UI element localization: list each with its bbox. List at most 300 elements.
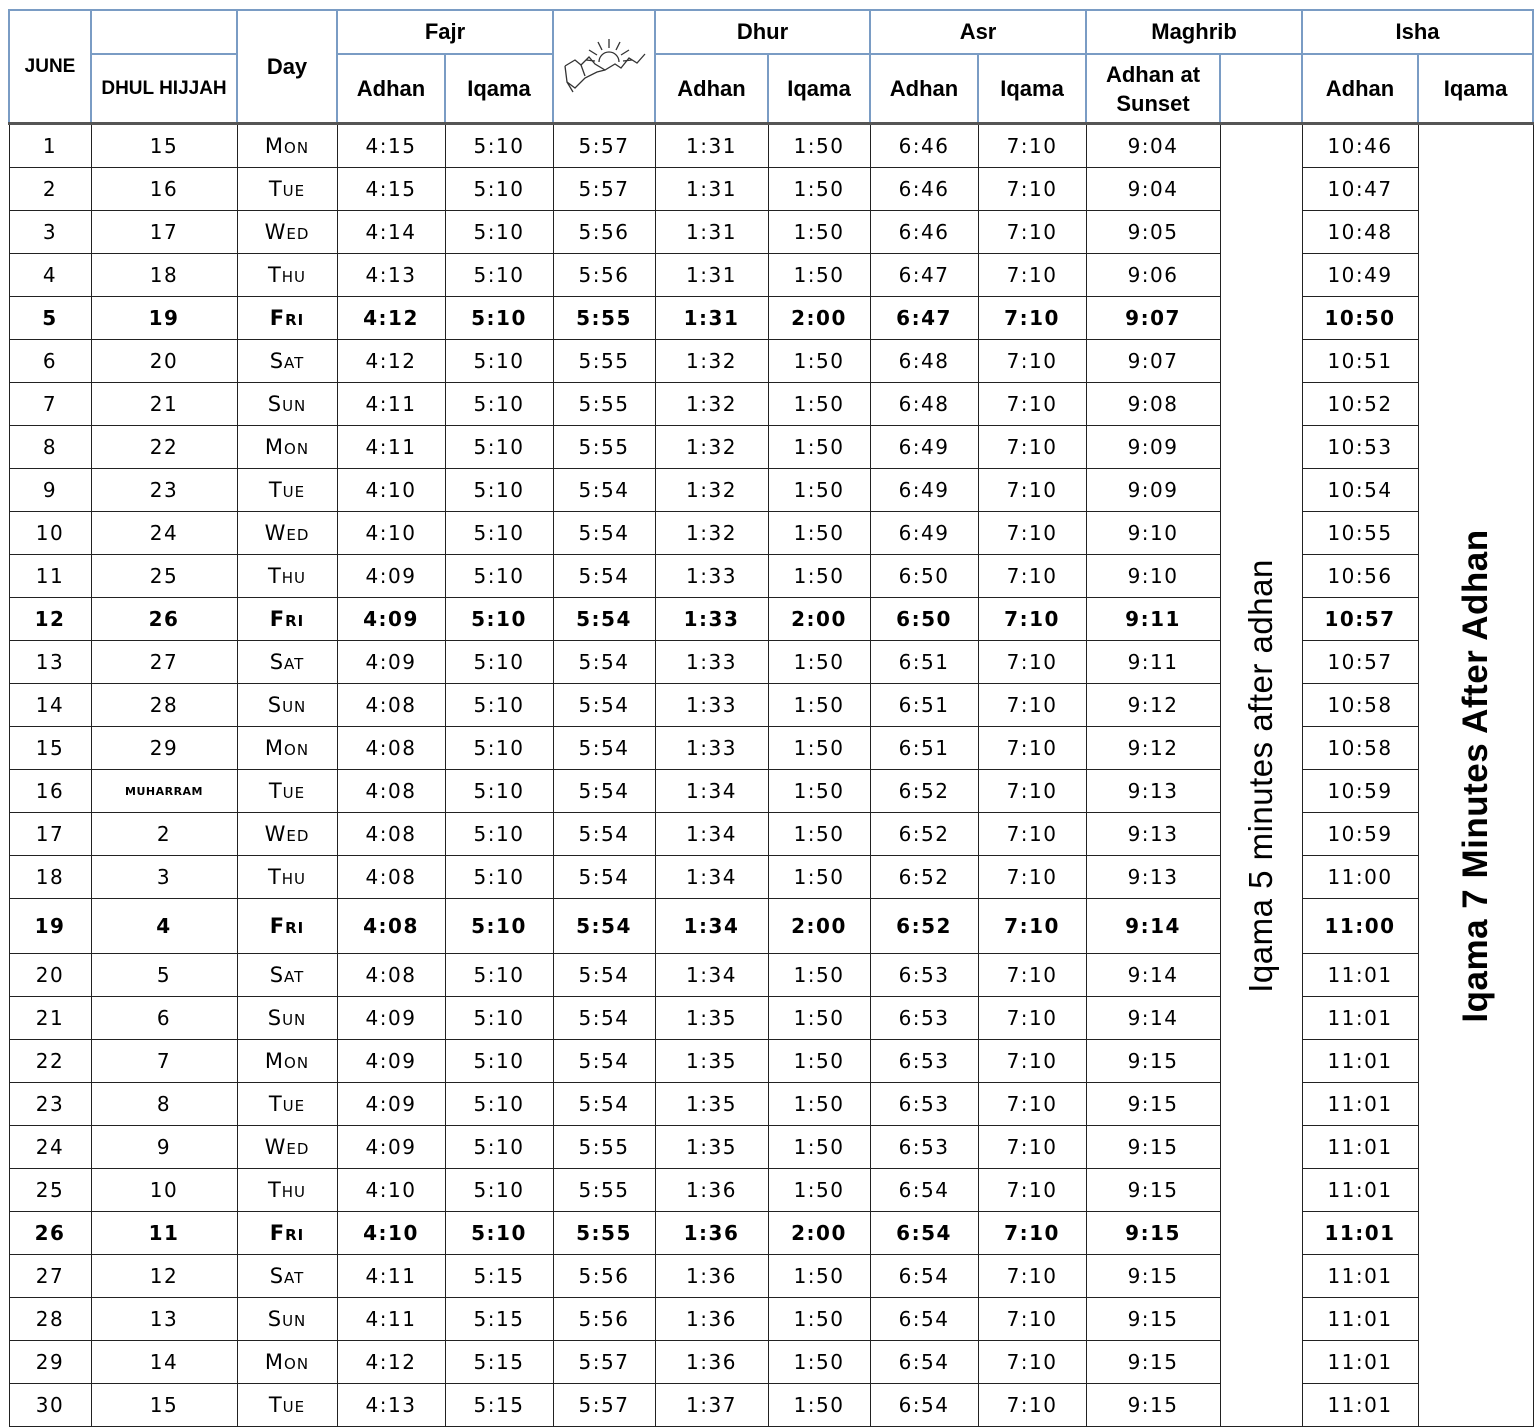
asr-adhan-cell: 6:52 <box>870 813 978 856</box>
june-cell: 26 <box>9 1212 91 1255</box>
day-cell: Thu <box>237 555 337 598</box>
june-cell: 4 <box>9 254 91 297</box>
day-cell: Thu <box>237 254 337 297</box>
fajr-adhan-cell: 4:10 <box>337 469 445 512</box>
maghrib-adhan-cell: 9:14 <box>1086 954 1220 997</box>
june-cell: 9 <box>9 469 91 512</box>
dhur-iqama-cell: 1:50 <box>768 254 870 297</box>
dhur-iqama-cell: 1:50 <box>768 426 870 469</box>
sunrise-cell: 5:54 <box>553 770 655 813</box>
dhur-adhan-cell: 1:35 <box>655 1083 768 1126</box>
asr-iqama-cell: 7:10 <box>978 1255 1086 1298</box>
dhur-iqama-cell: 1:50 <box>768 770 870 813</box>
fajr-iqama-cell: 5:10 <box>445 426 553 469</box>
table-row <box>9 426 1533 469</box>
table-row <box>9 1169 1533 1212</box>
maghrib-iqama-header <box>1220 54 1302 124</box>
june-cell: 1 <box>9 124 91 168</box>
asr-adhan-cell: 6:53 <box>870 1083 978 1126</box>
fajr-adhan-cell: 4:09 <box>337 641 445 684</box>
sunrise-cell: 5:54 <box>553 899 655 954</box>
asr-iqama-cell: 7:10 <box>978 997 1086 1040</box>
day-cell: Tue <box>237 770 337 813</box>
asr-adhan-cell: 6:46 <box>870 211 978 254</box>
dhur-iqama-cell: 1:50 <box>768 684 870 727</box>
fajr-adhan-cell: 4:11 <box>337 1255 445 1298</box>
dhur-adhan-cell: 1:31 <box>655 168 768 211</box>
fajr-adhan-cell: 4:08 <box>337 770 445 813</box>
fajr-iqama-cell: 5:10 <box>445 211 553 254</box>
fajr-adhan-cell: 4:09 <box>337 598 445 641</box>
hijri-cell: 3 <box>91 856 237 899</box>
asr-iqama-cell: 7:10 <box>978 426 1086 469</box>
isha-adhan-cell: 10:57 <box>1302 598 1418 641</box>
fajr-adhan-cell: 4:13 <box>337 254 445 297</box>
sunrise-cell: 5:56 <box>553 1255 655 1298</box>
day-cell: Tue <box>237 168 337 211</box>
prayer-timetable <box>8 9 1534 1427</box>
day-cell: Tue <box>237 1384 337 1427</box>
isha-adhan-cell: 10:59 <box>1302 770 1418 813</box>
june-cell: 12 <box>9 598 91 641</box>
dhur-iqama-cell: 1:50 <box>768 512 870 555</box>
fajr-iqama-cell: 5:10 <box>445 469 553 512</box>
maghrib-adhan-cell: 9:15 <box>1086 1040 1220 1083</box>
asr-adhan-cell: 6:54 <box>870 1255 978 1298</box>
fajr-adhan-cell: 4:14 <box>337 211 445 254</box>
fajr-iqama-cell: 5:10 <box>445 684 553 727</box>
asr-iqama-cell: 7:10 <box>978 469 1086 512</box>
sunrise-cell: 5:55 <box>553 340 655 383</box>
day-cell: Sun <box>237 1298 337 1341</box>
table-row <box>9 899 1533 954</box>
maghrib-adhan-cell: 9:13 <box>1086 770 1220 813</box>
day-cell: Thu <box>237 856 337 899</box>
hijri-cell: 9 <box>91 1126 237 1169</box>
asr-adhan-cell: 6:54 <box>870 1298 978 1341</box>
table-row <box>9 954 1533 997</box>
fajr-adhan-cell: 4:09 <box>337 1083 445 1126</box>
dhur-adhan-cell: 1:33 <box>655 684 768 727</box>
dhur-adhan-cell: 1:36 <box>655 1341 768 1384</box>
dhur-adhan-cell: 1:36 <box>655 1212 768 1255</box>
hijri-cell: 20 <box>91 340 237 383</box>
sunrise-cell: 5:54 <box>553 856 655 899</box>
dhur-adhan-cell: 1:32 <box>655 383 768 426</box>
isha-header: Isha <box>1302 10 1533 54</box>
dhur-adhan-cell: 1:35 <box>655 1040 768 1083</box>
fajr-adhan-cell: 4:11 <box>337 383 445 426</box>
dhur-iqama-cell: 1:50 <box>768 340 870 383</box>
dhur-adhan-cell: 1:33 <box>655 727 768 770</box>
isha-adhan-cell: 11:00 <box>1302 899 1418 954</box>
june-cell: 21 <box>9 997 91 1040</box>
maghrib-adhan-cell: 9:12 <box>1086 727 1220 770</box>
hijri-cell: 4 <box>91 899 237 954</box>
sunrise-cell: 5:56 <box>553 1298 655 1341</box>
maghrib-adhan-cell: 9:10 <box>1086 512 1220 555</box>
sunrise-cell: 5:56 <box>553 254 655 297</box>
table-row <box>9 1212 1533 1255</box>
fajr-iqama-cell: 5:10 <box>445 124 553 168</box>
fajr-iqama-cell: 5:10 <box>445 727 553 770</box>
fajr-iqama-cell: 5:10 <box>445 1083 553 1126</box>
isha-adhan-cell: 11:01 <box>1302 1040 1418 1083</box>
asr-iqama-cell: 7:10 <box>978 211 1086 254</box>
sunrise-cell: 5:55 <box>553 1169 655 1212</box>
table-row <box>9 1298 1533 1341</box>
asr-iqama-header: Iqama <box>978 54 1086 124</box>
fajr-iqama-cell: 5:10 <box>445 954 553 997</box>
table-row <box>9 469 1533 512</box>
june-cell: 25 <box>9 1169 91 1212</box>
asr-adhan-cell: 6:47 <box>870 254 978 297</box>
table-row <box>9 124 1533 168</box>
isha-adhan-cell: 10:57 <box>1302 641 1418 684</box>
fajr-iqama-cell: 5:10 <box>445 340 553 383</box>
asr-adhan-cell: 6:46 <box>870 124 978 168</box>
asr-adhan-cell: 6:49 <box>870 426 978 469</box>
asr-header: Asr <box>870 10 1086 54</box>
maghrib-adhan-cell: 9:15 <box>1086 1384 1220 1427</box>
hijri-cell: 27 <box>91 641 237 684</box>
isha-adhan-cell: 11:01 <box>1302 1212 1418 1255</box>
asr-iqama-cell: 7:10 <box>978 254 1086 297</box>
isha-adhan-cell: 10:54 <box>1302 469 1418 512</box>
sunrise-cell: 5:54 <box>553 598 655 641</box>
june-cell: 2 <box>9 168 91 211</box>
asr-adhan-cell: 6:53 <box>870 1040 978 1083</box>
asr-adhan-cell: 6:52 <box>870 856 978 899</box>
day-cell: Mon <box>237 124 337 168</box>
june-cell: 18 <box>9 856 91 899</box>
dhur-iqama-cell: 1:50 <box>768 1040 870 1083</box>
timetable <box>8 9 1534 1427</box>
isha-adhan-cell: 10:48 <box>1302 211 1418 254</box>
day-cell: Sat <box>237 954 337 997</box>
dhur-adhan-cell: 1:34 <box>655 899 768 954</box>
day-cell: Sun <box>237 997 337 1040</box>
dhur-adhan-cell: 1:33 <box>655 555 768 598</box>
isha-adhan-cell: 11:01 <box>1302 1255 1418 1298</box>
maghrib-adhan-cell: 9:08 <box>1086 383 1220 426</box>
asr-adhan-cell: 6:54 <box>870 1212 978 1255</box>
dhur-adhan-cell: 1:32 <box>655 512 768 555</box>
june-cell: 5 <box>9 297 91 340</box>
june-cell: 30 <box>9 1384 91 1427</box>
fajr-iqama-cell: 5:10 <box>445 813 553 856</box>
isha-adhan-cell: 10:53 <box>1302 426 1418 469</box>
table-row <box>9 555 1533 598</box>
fajr-adhan-cell: 4:12 <box>337 1341 445 1384</box>
fajr-adhan-header: Adhan <box>337 54 445 124</box>
day-cell: Sun <box>237 383 337 426</box>
dhur-iqama-cell: 1:50 <box>768 469 870 512</box>
dhur-adhan-cell: 1:32 <box>655 469 768 512</box>
table-row <box>9 1040 1533 1083</box>
dhur-adhan-cell: 1:31 <box>655 211 768 254</box>
hijri-cell: 28 <box>91 684 237 727</box>
hijri-cell: 21 <box>91 383 237 426</box>
fajr-iqama-cell: 5:10 <box>445 383 553 426</box>
isha-adhan-cell: 10:52 <box>1302 383 1418 426</box>
hijri-cell: 16 <box>91 168 237 211</box>
fajr-iqama-cell: 5:15 <box>445 1341 553 1384</box>
fajr-iqama-cell: 5:15 <box>445 1255 553 1298</box>
asr-iqama-cell: 7:10 <box>978 1083 1086 1126</box>
june-cell: 14 <box>9 684 91 727</box>
dhur-adhan-cell: 1:36 <box>655 1298 768 1341</box>
table-row <box>9 297 1533 340</box>
fajr-iqama-cell: 5:10 <box>445 598 553 641</box>
dhur-iqama-cell: 1:50 <box>768 1298 870 1341</box>
day-cell: Sat <box>237 1255 337 1298</box>
fajr-iqama-header: Iqama <box>445 54 553 124</box>
asr-iqama-cell: 7:10 <box>978 512 1086 555</box>
asr-adhan-cell: 6:50 <box>870 598 978 641</box>
maghrib-adhan-cell: 9:15 <box>1086 1298 1220 1341</box>
fajr-adhan-cell: 4:08 <box>337 856 445 899</box>
asr-iqama-cell: 7:10 <box>978 1341 1086 1384</box>
day-cell: Wed <box>237 1126 337 1169</box>
dhur-adhan-cell: 1:34 <box>655 954 768 997</box>
table-row <box>9 1083 1533 1126</box>
isha-adhan-cell: 11:00 <box>1302 856 1418 899</box>
asr-adhan-cell: 6:54 <box>870 1341 978 1384</box>
fajr-header: Fajr <box>337 10 553 54</box>
isha-adhan-cell: 11:01 <box>1302 1384 1418 1427</box>
dhur-adhan-cell: 1:34 <box>655 813 768 856</box>
dhur-adhan-cell: 1:32 <box>655 340 768 383</box>
asr-adhan-cell: 6:54 <box>870 1384 978 1427</box>
dhur-adhan-cell: 1:36 <box>655 1169 768 1212</box>
table-row <box>9 340 1533 383</box>
dhur-iqama-cell: 1:50 <box>768 1341 870 1384</box>
day-cell: Mon <box>237 727 337 770</box>
asr-iqama-cell: 7:10 <box>978 684 1086 727</box>
fajr-adhan-cell: 4:09 <box>337 555 445 598</box>
day-cell: Sun <box>237 684 337 727</box>
sunrise-cell: 5:54 <box>553 469 655 512</box>
sunrise-cell: 5:55 <box>553 297 655 340</box>
dhur-iqama-cell: 1:50 <box>768 555 870 598</box>
asr-adhan-cell: 6:49 <box>870 512 978 555</box>
dhur-iqama-cell: 1:50 <box>768 856 870 899</box>
asr-adhan-header: Adhan <box>870 54 978 124</box>
dhur-iqama-cell: 1:50 <box>768 383 870 426</box>
asr-adhan-cell: 6:49 <box>870 469 978 512</box>
sunrise-cell: 5:57 <box>553 1341 655 1384</box>
june-cell: 7 <box>9 383 91 426</box>
hijri-cell: 23 <box>91 469 237 512</box>
sunrise-cell: 5:54 <box>553 641 655 684</box>
hijri-cell: 6 <box>91 997 237 1040</box>
hijri-cell: MUHARRAM <box>91 770 237 813</box>
sunrise-header <box>553 10 655 124</box>
table-row <box>9 856 1533 899</box>
dhur-adhan-cell: 1:35 <box>655 997 768 1040</box>
june-cell: 11 <box>9 555 91 598</box>
dhur-iqama-header: Iqama <box>768 54 870 124</box>
hijri-cell: 29 <box>91 727 237 770</box>
asr-iqama-cell: 7:10 <box>978 899 1086 954</box>
dhur-iqama-cell: 1:50 <box>768 813 870 856</box>
hijri-cell: 14 <box>91 1341 237 1384</box>
maghrib-adhan-cell: 9:11 <box>1086 598 1220 641</box>
fajr-adhan-cell: 4:11 <box>337 426 445 469</box>
table-row <box>9 997 1533 1040</box>
isha-adhan-cell: 10:51 <box>1302 340 1418 383</box>
dhur-adhan-cell: 1:34 <box>655 770 768 813</box>
hijri-cell: 12 <box>91 1255 237 1298</box>
sunrise-cell: 5:54 <box>553 512 655 555</box>
dhur-iqama-cell: 2:00 <box>768 297 870 340</box>
asr-adhan-cell: 6:50 <box>870 555 978 598</box>
day-cell: Mon <box>237 426 337 469</box>
sunrise-cell: 5:57 <box>553 1384 655 1427</box>
asr-iqama-cell: 7:10 <box>978 770 1086 813</box>
fajr-iqama-cell: 5:15 <box>445 1384 553 1427</box>
day-cell: Fri <box>237 899 337 954</box>
june-cell: 3 <box>9 211 91 254</box>
isha-adhan-cell: 10:47 <box>1302 168 1418 211</box>
sunrise-cell: 5:54 <box>553 555 655 598</box>
dhur-iqama-cell: 2:00 <box>768 1212 870 1255</box>
day-cell: Wed <box>237 813 337 856</box>
fajr-iqama-cell: 5:10 <box>445 1169 553 1212</box>
dhur-adhan-cell: 1:37 <box>655 1384 768 1427</box>
isha-adhan-cell: 10:46 <box>1302 124 1418 168</box>
asr-adhan-cell: 6:48 <box>870 340 978 383</box>
maghrib-adhan-cell: 9:06 <box>1086 254 1220 297</box>
isha-adhan-cell: 11:01 <box>1302 997 1418 1040</box>
asr-iqama-cell: 7:10 <box>978 954 1086 997</box>
fajr-adhan-cell: 4:10 <box>337 1169 445 1212</box>
sunrise-cell: 5:56 <box>553 211 655 254</box>
fajr-iqama-cell: 5:10 <box>445 899 553 954</box>
fajr-adhan-cell: 4:15 <box>337 168 445 211</box>
fajr-adhan-cell: 4:09 <box>337 1040 445 1083</box>
table-row <box>9 727 1533 770</box>
isha-adhan-cell: 11:01 <box>1302 1298 1418 1341</box>
table-row <box>9 1255 1533 1298</box>
asr-adhan-cell: 6:53 <box>870 997 978 1040</box>
table-row <box>9 684 1533 727</box>
dhur-iqama-cell: 1:50 <box>768 1083 870 1126</box>
day-cell: Tue <box>237 1083 337 1126</box>
maghrib-adhan-cell: 9:15 <box>1086 1126 1220 1169</box>
dhur-adhan-cell: 1:31 <box>655 124 768 168</box>
dhur-iqama-cell: 1:50 <box>768 168 870 211</box>
fajr-iqama-cell: 5:10 <box>445 1212 553 1255</box>
isha-adhan-cell: 11:01 <box>1302 1126 1418 1169</box>
asr-iqama-cell: 7:10 <box>978 1169 1086 1212</box>
june-cell: 17 <box>9 813 91 856</box>
dhur-adhan-cell: 1:32 <box>655 426 768 469</box>
june-cell: 15 <box>9 727 91 770</box>
fajr-iqama-cell: 5:10 <box>445 254 553 297</box>
june-cell: 13 <box>9 641 91 684</box>
day-cell: Thu <box>237 1169 337 1212</box>
maghrib-adhan-cell: 9:13 <box>1086 856 1220 899</box>
hijri-cell: 2 <box>91 813 237 856</box>
sunrise-icon <box>561 36 647 98</box>
dhur-iqama-cell: 1:50 <box>768 641 870 684</box>
dhur-adhan-cell: 1:31 <box>655 297 768 340</box>
fajr-iqama-cell: 5:10 <box>445 641 553 684</box>
maghrib-adhan-cell: 9:07 <box>1086 340 1220 383</box>
fajr-adhan-cell: 4:15 <box>337 124 445 168</box>
asr-iqama-cell: 7:10 <box>978 641 1086 684</box>
dhur-iqama-cell: 1:50 <box>768 727 870 770</box>
hijri-cell: 24 <box>91 512 237 555</box>
fajr-iqama-cell: 5:10 <box>445 856 553 899</box>
june-cell: 10 <box>9 512 91 555</box>
sunrise-cell: 5:54 <box>553 1083 655 1126</box>
asr-iqama-cell: 7:10 <box>978 1040 1086 1083</box>
fajr-iqama-cell: 5:10 <box>445 1126 553 1169</box>
asr-adhan-cell: 6:52 <box>870 770 978 813</box>
asr-iqama-cell: 7:10 <box>978 383 1086 426</box>
dhur-adhan-cell: 1:34 <box>655 856 768 899</box>
fajr-adhan-cell: 4:10 <box>337 512 445 555</box>
fajr-iqama-cell: 5:15 <box>445 1298 553 1341</box>
maghrib-adhan-cell: 9:09 <box>1086 426 1220 469</box>
hijri-cell: 19 <box>91 297 237 340</box>
hijri-cell: 18 <box>91 254 237 297</box>
asr-iqama-cell: 7:10 <box>978 813 1086 856</box>
fajr-iqama-cell: 5:10 <box>445 997 553 1040</box>
table-row <box>9 211 1533 254</box>
june-cell: 28 <box>9 1298 91 1341</box>
sunrise-cell: 5:55 <box>553 1126 655 1169</box>
maghrib-adhan-cell: 9:15 <box>1086 1083 1220 1126</box>
isha-iqama-note: Iqama 7 Minutes After Adhan <box>1455 528 1495 1023</box>
fajr-adhan-cell: 4:08 <box>337 954 445 997</box>
maghrib-header: Maghrib <box>1086 10 1302 54</box>
isha-adhan-cell: 11:01 <box>1302 1083 1418 1126</box>
dhur-iqama-cell: 1:50 <box>768 997 870 1040</box>
maghrib-adhan-cell: 9:13 <box>1086 813 1220 856</box>
asr-adhan-cell: 6:46 <box>870 168 978 211</box>
dhur-iqama-cell: 1:50 <box>768 1255 870 1298</box>
day-header: Day <box>237 10 337 124</box>
table-row <box>9 770 1533 813</box>
day-cell: Sat <box>237 641 337 684</box>
asr-adhan-cell: 6:51 <box>870 684 978 727</box>
sunrise-cell: 5:54 <box>553 997 655 1040</box>
dhur-iqama-cell: 1:50 <box>768 1169 870 1212</box>
hijri-header-blank <box>91 10 237 54</box>
asr-adhan-cell: 6:53 <box>870 954 978 997</box>
june-cell: 20 <box>9 954 91 997</box>
hijri-cell: 15 <box>91 124 237 168</box>
asr-iqama-cell: 7:10 <box>978 1126 1086 1169</box>
table-row <box>9 598 1533 641</box>
hijri-cell: 7 <box>91 1040 237 1083</box>
asr-iqama-cell: 7:10 <box>978 297 1086 340</box>
sunrise-cell: 5:57 <box>553 124 655 168</box>
isha-iqama-note-cell <box>1418 124 1533 1427</box>
maghrib-adhan-cell: 9:12 <box>1086 684 1220 727</box>
hijri-cell: 17 <box>91 211 237 254</box>
day-cell: Wed <box>237 211 337 254</box>
isha-iqama-header: Iqama <box>1418 54 1533 124</box>
fajr-adhan-cell: 4:08 <box>337 684 445 727</box>
fajr-adhan-cell: 4:08 <box>337 899 445 954</box>
table-row <box>9 813 1533 856</box>
fajr-adhan-cell: 4:13 <box>337 1384 445 1427</box>
